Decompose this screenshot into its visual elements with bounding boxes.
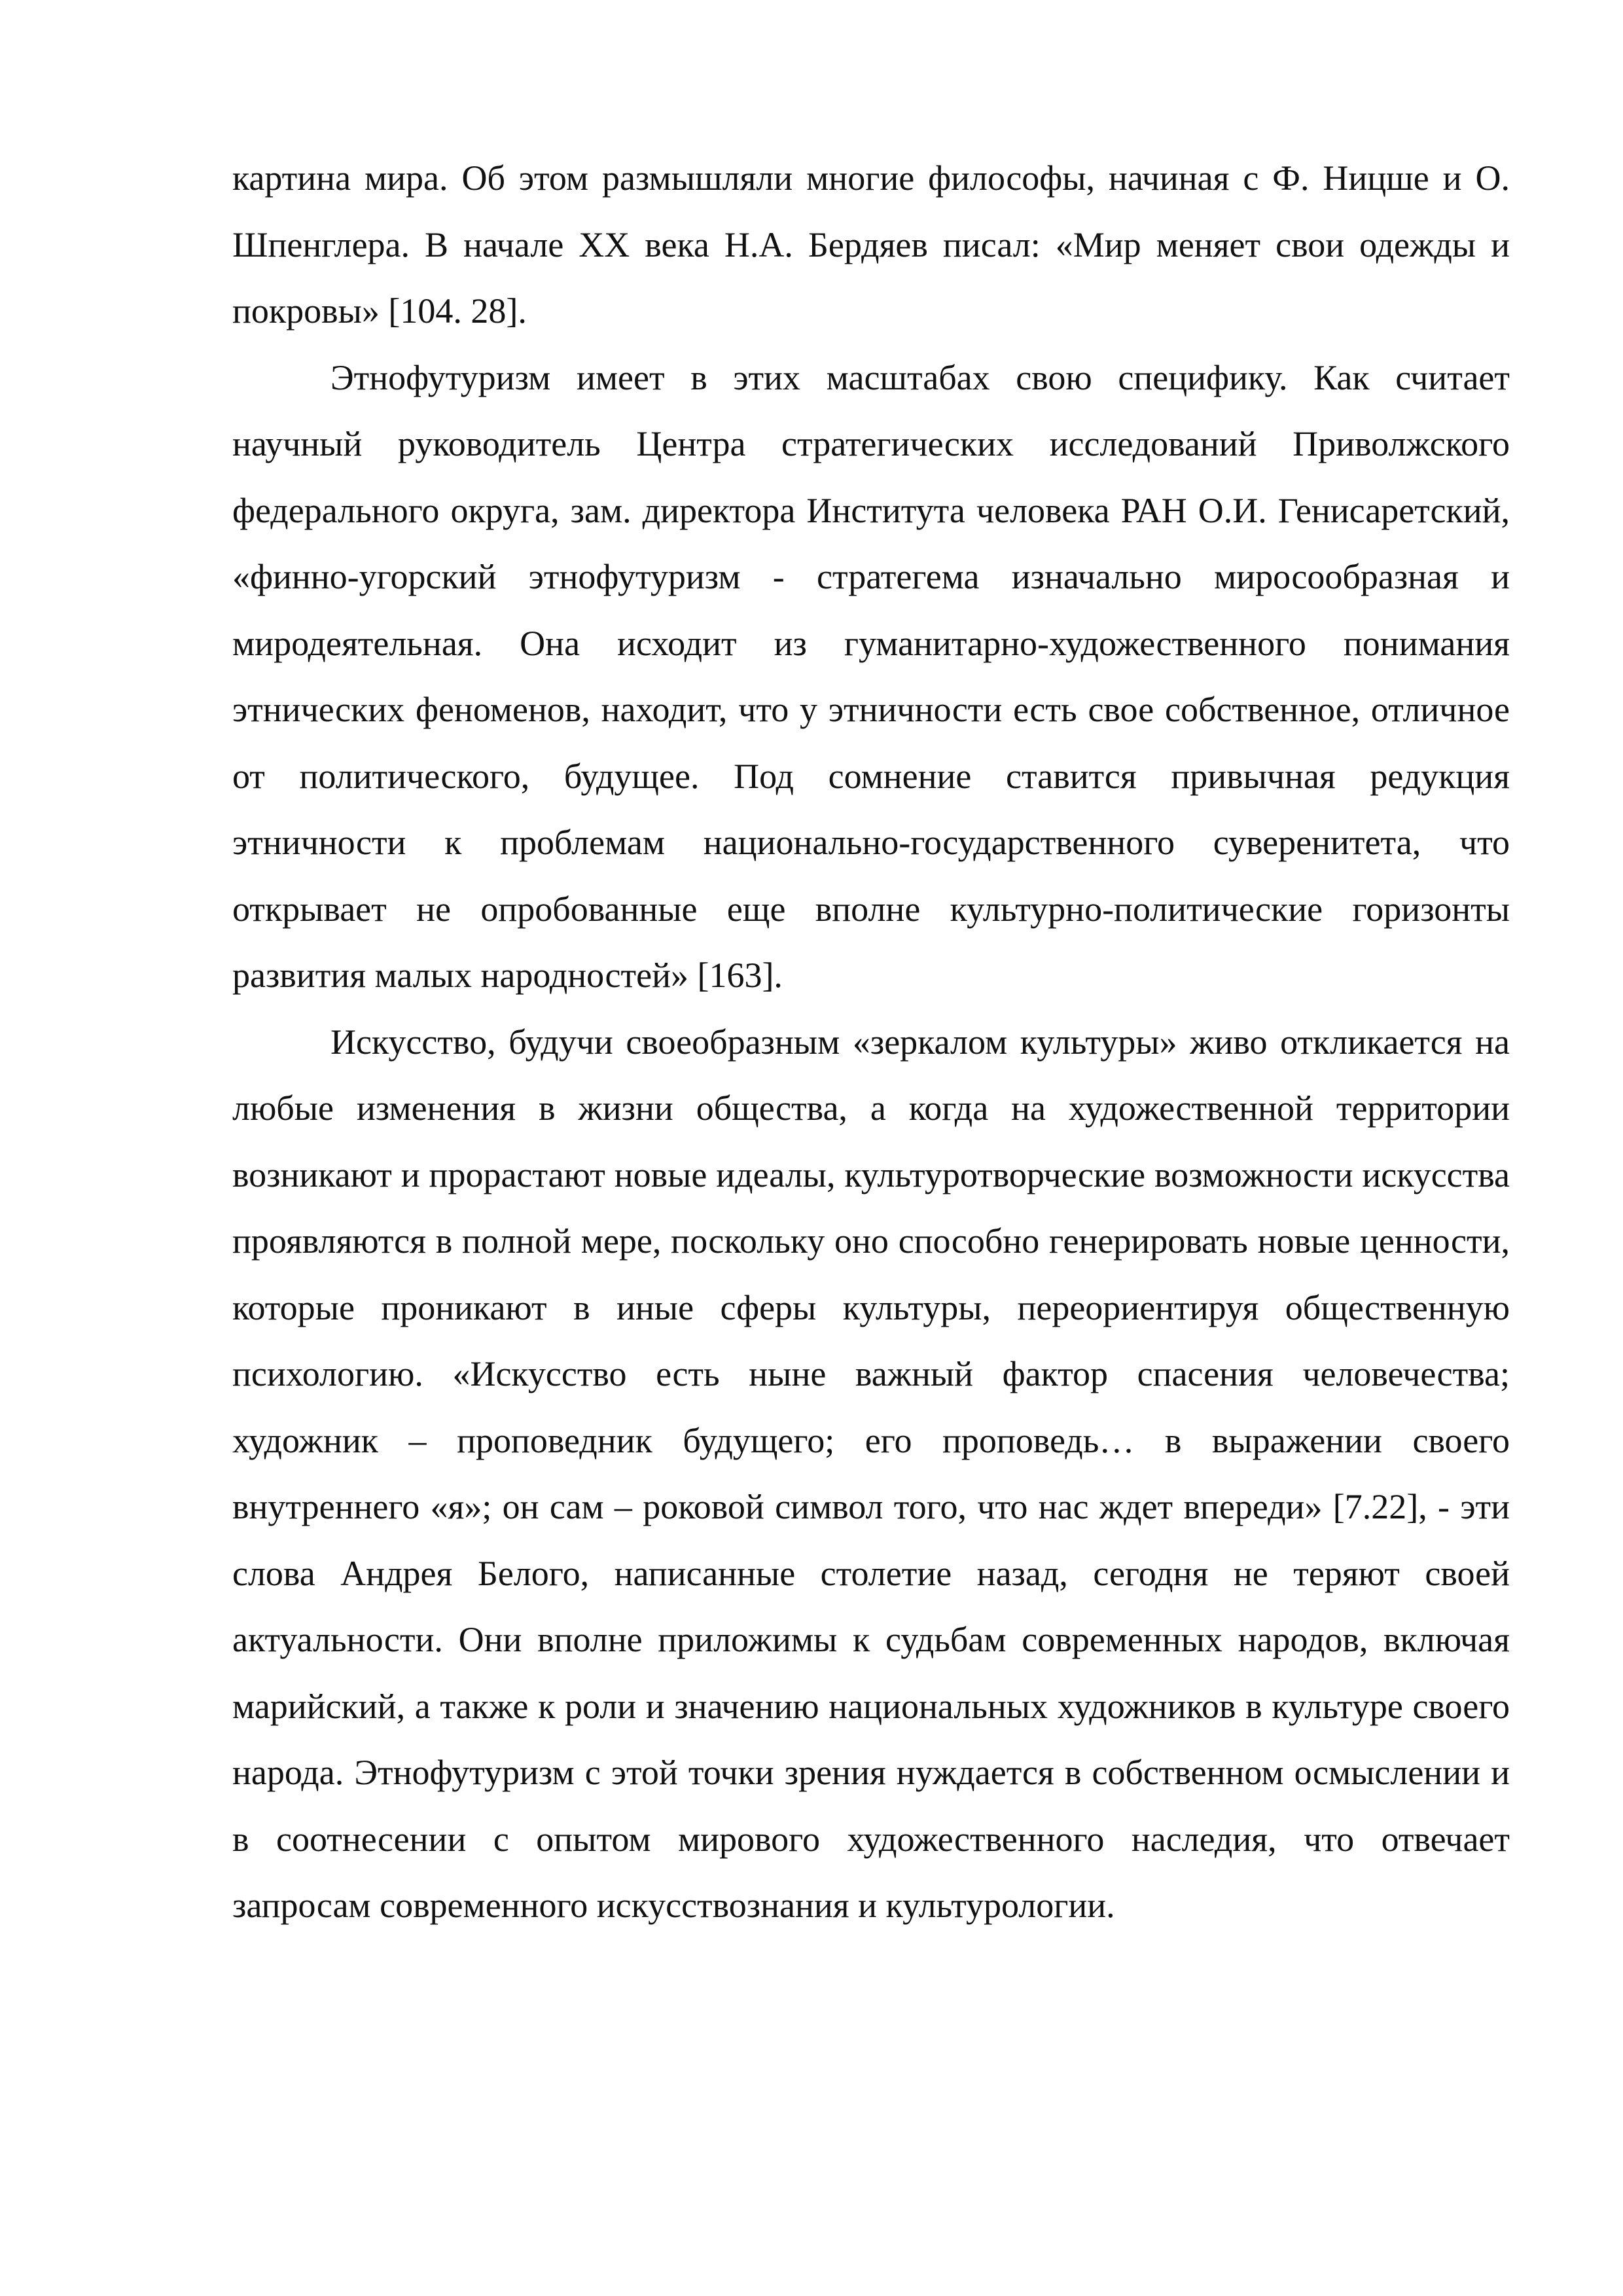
body-text [232,145,1510,1939]
paragraph-1: картина мира. Об этом размышляли многие философы, начиная с Ф. Ницше и О. Шпенглера. В начале XX века Н.А. Бердяев писал: «Мир меняет свои одежды и покровы» [104. 28]. [232,158,1510,331]
paragraph-2: Этнофутуризм имеет в этих масштабах свою специфику. Как считает научный руководитель Центра стратегических исследований Приволжского федерального округа, зам. директора Института человека РАН О.И. Генисаретский, «финно-угорский этнофутуризм - стратегема изначально миросообразная и миродеятельная. Она исходит из гуманитарно-художественного понимания этнических феноменов, находит, что у этничности есть свое собственное, отличное от политического, будущее. Под сомнение ставится привычная редукция этничности к проблемам национально-государственного суверенитета, что открывает не опробованные еще вполне культурно-политические горизонты развития малых народностей» [163]. [232,357,1510,995]
paragraph-3: Искусство, будучи своеобразным «зеркалом культуры» живо откликается на любые изменения в жизни общества, а когда на художественной территории возникают и прорастают новые идеалы, культуротворческие возможности искусства проявляются в полной мере, поскольку оно способно генерировать новые ценности, которые проникают в иные сферы культуры, переориентируя общественную психологию. «Искусство есть ныне важный фактор спасения человечества; художник – проповедник будущего; его проповедь… в выражении своего внутреннего «я»; он сам – роковой символ того, что нас ждет впереди» [7.22], - эти слова Андрея Белого, написанные столетие назад, сегодня не теряют своей актуальности. Они вполне приложимы к судьбам современных народов, включая марийский, а также к роли и значению национальных художников в культуре своего народа. Этнофутуризм с этой точки зрения нуждается в собственном осмыслении и в соотнесении с опытом мирового художественного наследия, что отвечает запросам современного искусствознания и культурологии. [232,1022,1510,1925]
